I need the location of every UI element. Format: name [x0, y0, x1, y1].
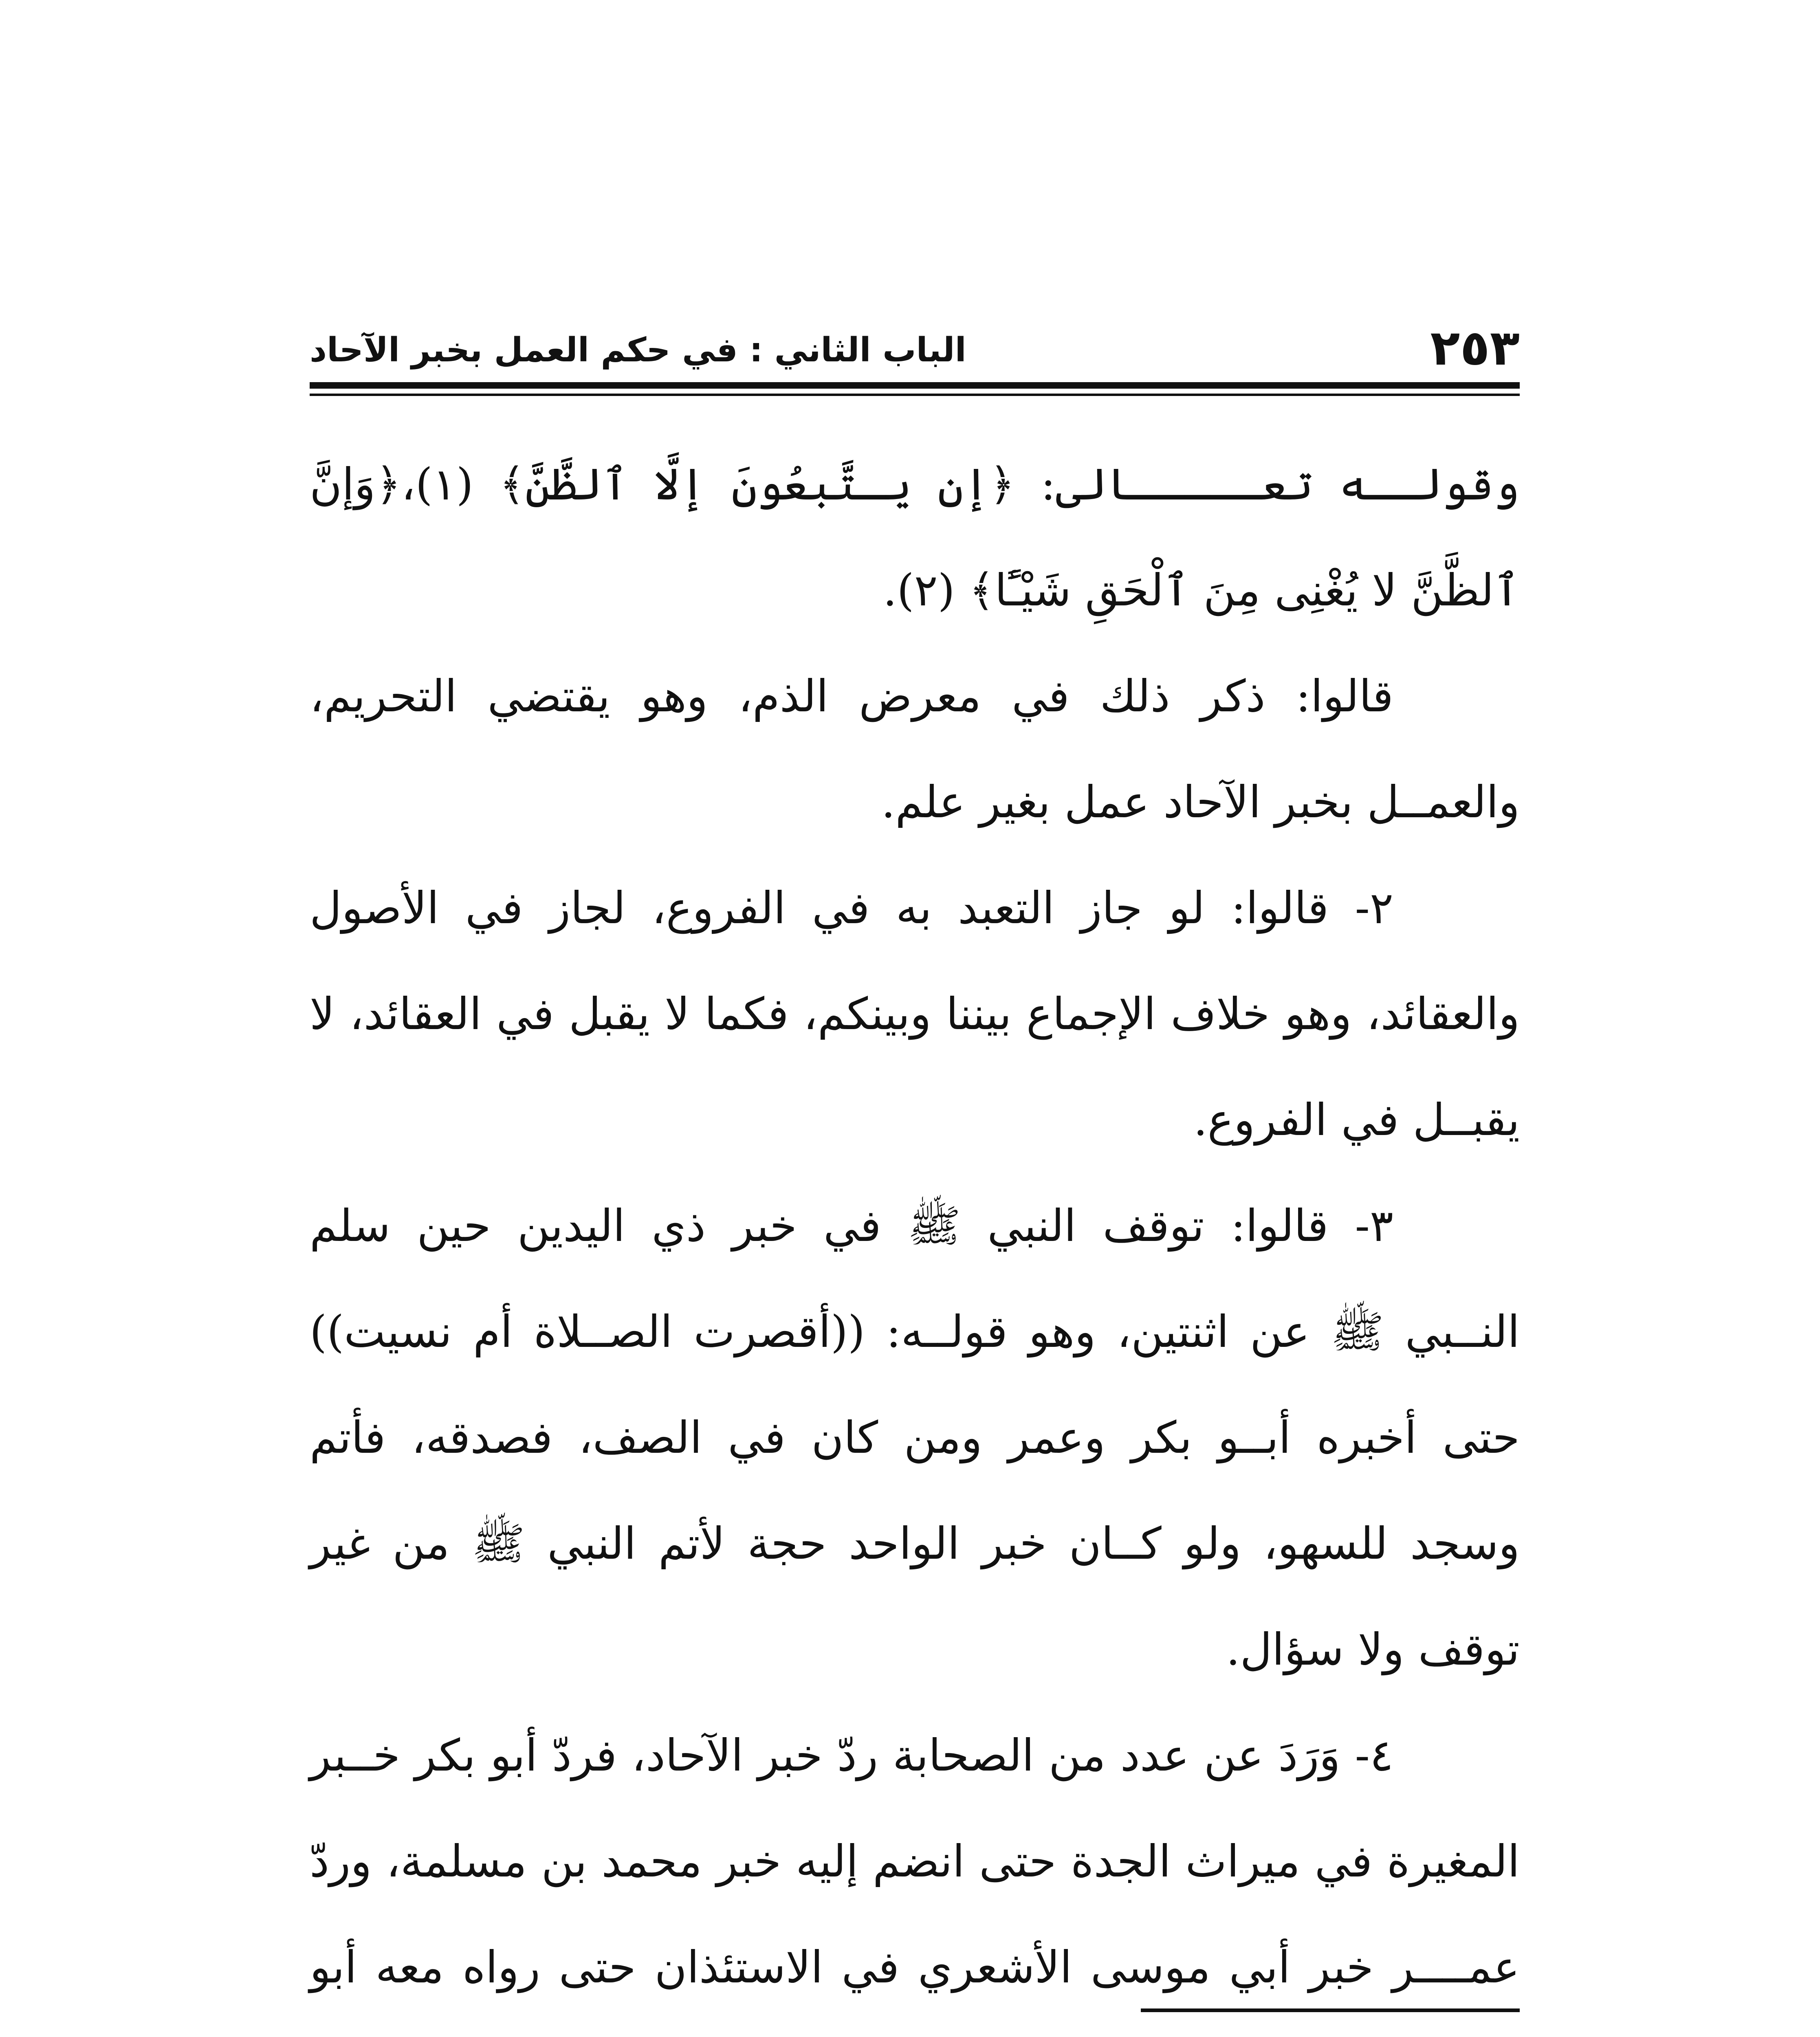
paragraph-quran-verses: وقولــه تعـــــالى: ﴿إن يـتَّبعُونَ إلَّا ٱلظَّنَّ﴾ (١)،﴿وَإنَّ ٱلظَّنَّ لا يُغْنِى مِنَ ٱلْحَقِ شَيْـًٔا﴾ (٢).	[310, 459, 1520, 616]
footnote-separator	[1141, 2008, 1520, 2012]
main-text	[310, 432, 1520, 2037]
header-rule-thin	[310, 394, 1520, 396]
paragraph-argument-4: ٤- وَرَدَ عن عدد من الصحابة ردّ خبر الآحاد، فردّ أبو بكر خــبر المغيرة في ميراث الجدة حتى انضم إليه خبر محمد بن مسلمة، وردّ عمــــر خبر أبي موسى الأشعري في الاستئذان حتى رواه معه أبو	[310, 1730, 1520, 1993]
paragraph-argument-3: ٣- قالوا: توقف النبي ﷺ في خبر ذي اليدين حين سلم النــبي ﷺ عن اثنتين، وهو قولــه: ((أقصرت الصــلاة أم نسيت)) حتى أخبره أبــو بكر وعمر ومن كان في الصف، فصدقه، فأتم وسجد للسهو، ولو كــان خبر الواحد حجة لأتم النبي ﷺ من غير توقف ولا سؤال.	[310, 1201, 1520, 1675]
running-title: الباب الثاني : في حكم العمل بخبر الآحاد	[310, 331, 966, 370]
page-number: ٢٥٣	[1430, 320, 1520, 376]
paragraph-argument-1: قالوا: ذكر ذلك في معرض الذم، وهو يقتضي التحريم، والعمــل بخبر الآحاد عمل بغير علم.	[310, 671, 1520, 828]
page-header	[310, 318, 1520, 379]
paragraph-argument-2: ٢- قالوا: لو جاز التعبد به في الفروع، لجاز في الأصول والعقائد، وهو خلاف الإجماع بيننا وبينكم، فكما لا يقبل في العقائد، لا يقبــل في الفروع.	[310, 883, 1520, 1146]
header-rule-thick	[310, 382, 1520, 389]
